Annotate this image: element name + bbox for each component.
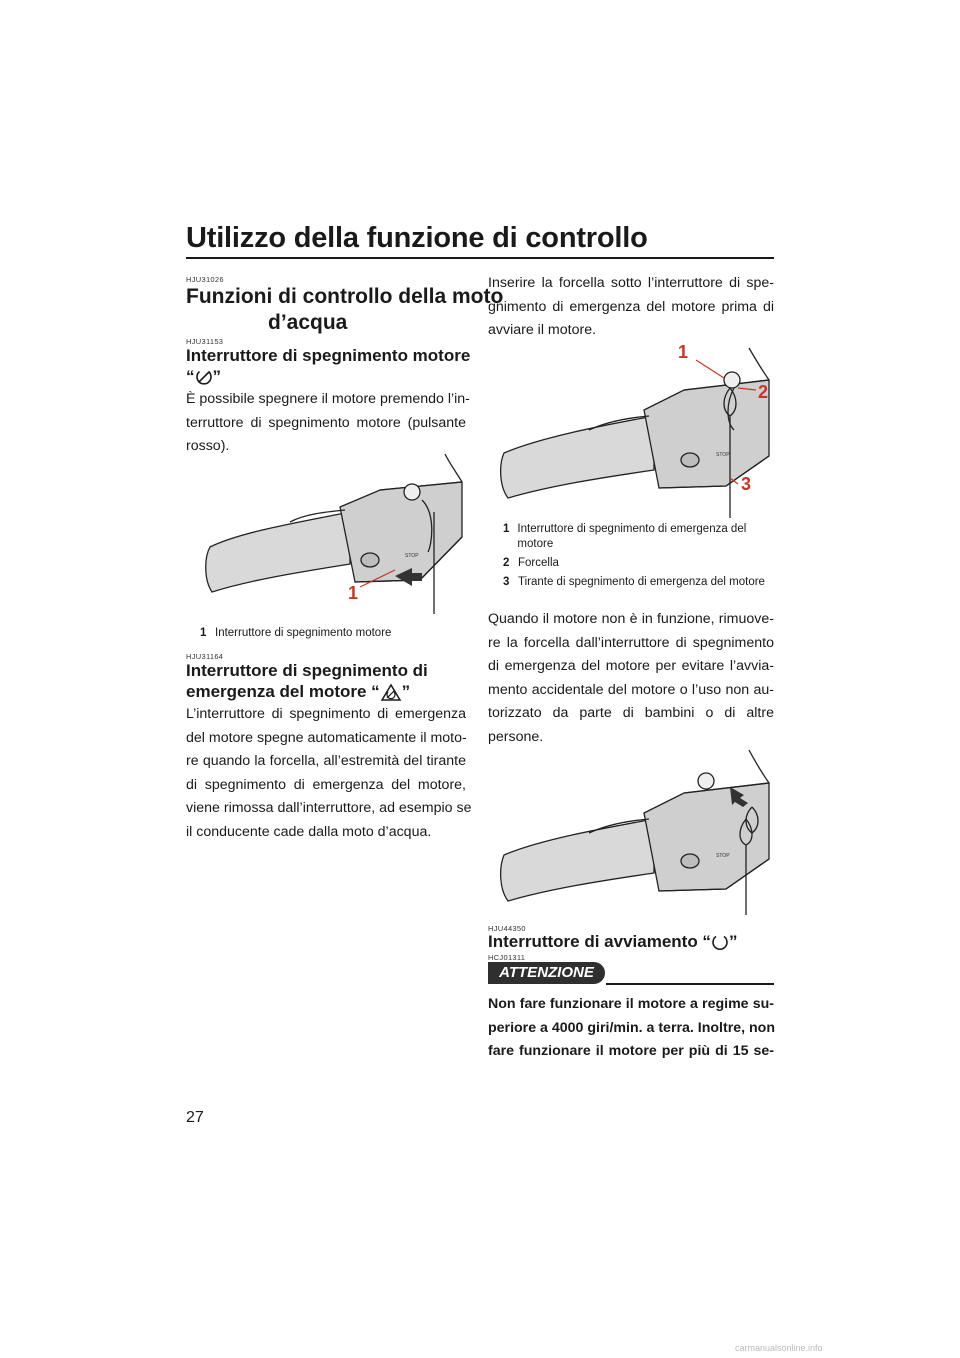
figure-clip-removal <box>494 745 774 915</box>
subsection-heading-start-switch <box>488 931 737 952</box>
start-switch-symbol-icon <box>711 933 729 951</box>
warning-badge: ATTENZIONE <box>488 962 605 984</box>
paragraph-line: viene rimossa dall’interruttore, ad esempio se <box>186 800 472 816</box>
figure-engine-stop-switch <box>200 452 470 617</box>
section-heading <box>186 284 504 336</box>
subsection-heading-stop-switch <box>186 345 471 387</box>
paragraph-line: Inserire la forcella sotto l’interruttore di spe- <box>488 275 774 291</box>
caption-text: Tirante di spegnimento di emergenza del motore <box>518 576 765 588</box>
paragraph-line: mento accidentale del motore o l’uso non au- <box>488 681 774 698</box>
stop-switch-symbol-icon <box>195 368 213 386</box>
quote-open: “ <box>186 367 195 386</box>
paragraph-line: gnimento di emergenza del motore prima di <box>488 298 774 315</box>
page-number: 27 <box>186 1109 204 1126</box>
section-heading-line: d’acqua <box>268 311 348 334</box>
caption-text: Interruttore di spegnimento di emergenza del motore <box>517 523 747 550</box>
subsection-heading-emergency-stop <box>186 660 466 702</box>
stop-label: STOP <box>716 853 730 859</box>
heading-text: Interruttore di avviamento “ <box>488 932 711 951</box>
caption-number: 2 <box>503 557 510 569</box>
paragraph-line: Quando il motore non è in funzione, rimuove- <box>488 611 774 627</box>
caption-number: 1 <box>200 627 207 639</box>
heading-text: emergenza del motore “ <box>186 682 380 701</box>
subsection-heading-line: Interruttore di spegnimento di <box>186 661 428 680</box>
callout-3: 3 <box>741 474 752 494</box>
paragraph-line: di spegnimento di emergenza del motore, <box>186 776 466 793</box>
paragraph-line: rosso). <box>186 438 230 454</box>
figure-caption <box>503 522 768 594</box>
figure-emergency-stop-clip <box>494 338 774 518</box>
paragraph-line: persone. <box>488 728 544 745</box>
quote-close: ” <box>401 682 411 701</box>
paragraph-remove-clip <box>488 608 774 749</box>
paragraph-line: del motore spegne automaticamente il moto- <box>186 729 467 746</box>
paragraph-line: È possibile spegnere il motore premendo l’in- <box>186 391 470 407</box>
paragraph-emergency-stop <box>186 703 472 844</box>
warning-line: fare funzionare il motore per più di 15 se- <box>488 1043 774 1059</box>
section-code: HJU31164 <box>186 652 224 661</box>
page-header-title: Utilizzo della funzione di controllo <box>186 222 648 254</box>
warning-code: HCJ01311 <box>488 953 526 962</box>
callout-2: 2 <box>758 382 769 402</box>
caption-text: Interruttore di spegnimento motore <box>215 627 392 639</box>
emergency-stop-symbol-icon <box>380 683 402 701</box>
section-heading-line: Funzioni di controllo della moto <box>186 285 504 308</box>
header-rule <box>186 257 774 259</box>
footer-watermark: carmanualsonline.info <box>735 1343 823 1353</box>
section-code: HJU31026 <box>186 275 224 284</box>
quote-close: ” <box>728 932 738 951</box>
paragraph-line: re la forcella dall’interruttore di spegnimento <box>488 634 774 651</box>
caption-number: 1 <box>503 523 510 535</box>
paragraph-line: il conducente cade dalla moto d’acqua. <box>186 823 432 840</box>
subsection-heading-line <box>186 366 466 387</box>
callout-1: 1 <box>348 583 359 603</box>
warning-line: Non fare funzionare il motore a regime su- <box>488 996 774 1012</box>
paragraph-line: re quando la forcella, all’estremità del tirante <box>186 753 466 769</box>
caption-text: Forcella <box>518 557 559 569</box>
section-code: HJU44350 <box>488 924 526 933</box>
callout-1: 1 <box>678 342 689 362</box>
warning-rule <box>606 983 774 985</box>
subsection-heading-line <box>186 681 466 702</box>
paragraph-line: L’interruttore di spegnimento di emergenza <box>186 706 466 722</box>
paragraph-line: torizzato da parte di bambini o di altre <box>488 705 774 721</box>
callout-leader-line <box>696 360 724 378</box>
figure-caption <box>200 626 391 645</box>
quote-close: ” <box>212 367 221 386</box>
stop-label: STOP <box>405 553 419 559</box>
paragraph-line: di emergenza del motore per evitare l’avvia- <box>488 658 774 674</box>
warning-text <box>488 993 774 1064</box>
subsection-heading-line: Interruttore di spegnimento motore <box>186 346 471 365</box>
caption-number: 3 <box>503 576 510 588</box>
paragraph-stop-switch <box>186 388 470 459</box>
stop-label: STOP <box>716 452 730 458</box>
paragraph-line: avviare il motore. <box>488 322 597 338</box>
warning-line: periore a 4000 giri/min. a terra. Inoltre, non <box>488 1019 775 1036</box>
paragraph-line: terruttore di spegnimento motore (pulsante <box>186 414 466 431</box>
paragraph-insert-clip <box>488 272 774 343</box>
section-code: HJU31153 <box>186 337 224 346</box>
